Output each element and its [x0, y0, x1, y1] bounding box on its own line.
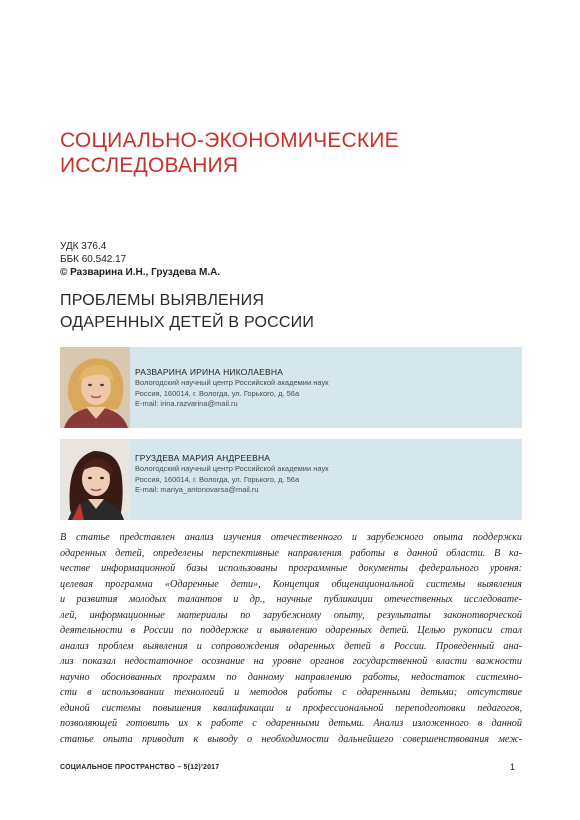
abstract-line: одаренных детей, определены перспективные направления работы в данной области. В ка-	[60, 547, 522, 559]
udk-code: УДК 376.4	[60, 241, 107, 252]
author-info	[135, 453, 515, 496]
author-name: ГРУЗДЕВА МАРИЯ АНДРЕЕВНА	[135, 453, 271, 463]
article-title	[60, 290, 500, 334]
author-organization: Вологодский научный центр Российской академии наук	[135, 464, 329, 473]
journal-footer: СОЦИАЛЬНОЕ ПРОСТРАНСТВО – 5(12)’2017	[60, 764, 220, 771]
section-title-line-1: СОЦИАЛЬНО-ЭКОНОМИЧЕСКИЕ	[60, 129, 399, 152]
section-title-line-2: ИССЛЕДОВАНИЯ	[60, 154, 239, 177]
abstract-line: позволяющей готовить их к работе с одаренными детьми. Анализ изложенного в данной	[60, 718, 522, 729]
abstract-line: лиз показал недостаточное осознание на уровне органов государственной власти важности	[60, 656, 522, 667]
abstract-line: анализ проблем выявления и сопровождения одаренных детей в России. Проведенный ана-	[60, 640, 522, 652]
abstract-line: статье опыта приводит к выводу о необходимости дальнейшего совершенствования меж-	[60, 733, 522, 745]
page-number: 1	[510, 762, 516, 772]
author-card-razvarina	[60, 347, 522, 428]
abstract-line: В статье представлен анализ изучения отечественного и зарубежного опыта поддержки	[60, 532, 522, 543]
author-photo	[60, 347, 130, 428]
author-address: Россия, 160014, г. Вологда, ул. Горького, д. 56а	[135, 474, 300, 484]
author-name: РАЗВАРИНА ИРИНА НИКОЛАЕВНА	[135, 367, 284, 377]
abstract-line: сти в использовании технологий и методов работы с одаренными детьми; отсутствие	[60, 687, 522, 698]
bbk-code: ББК 60.542.17	[60, 254, 127, 265]
author-email[interactable]: E-mail: mariya_antonovarsa@mail.ru	[135, 485, 259, 494]
author-organization: Вологодский научный центр Российской академии наук	[135, 378, 329, 387]
author-card-gruzdeva	[60, 439, 522, 520]
author-portrait-icon	[60, 347, 130, 428]
classification-block	[60, 240, 220, 279]
article-title-line-1: ПРОБЛЕМЫ ВЫЯВЛЕНИЯ	[60, 292, 265, 309]
abstract-line: единой системы повышения квалификации и профессиональной переподготовки педагогов,	[60, 702, 522, 714]
abstract-line: лей, информационные материалы по зарубежному опыту, результаты законотворческой	[60, 609, 522, 621]
abstract-line: целевая программа «Одаренные дети», Концепция общенациональной системы выявления	[60, 578, 522, 590]
abstract	[60, 530, 522, 747]
section-title	[60, 128, 500, 178]
author-info	[135, 367, 515, 410]
article-title-line-2: ОДАРЕННЫХ ДЕТЕЙ В РОССИИ	[60, 314, 315, 331]
abstract-line: деятельности в России по поддержке и выявлению одаренных детей. Целью рукописи стал	[60, 625, 522, 636]
copyright-line: © Разварина И.Н., Груздева М.А.	[60, 267, 221, 278]
author-portrait-icon	[60, 439, 130, 520]
author-photo	[60, 439, 130, 520]
abstract-line: и развития молодых талантов и др., научные публикации отечественных исследовате-	[60, 594, 522, 605]
author-email[interactable]: E-mail: irina.razvarina@mail.ru	[135, 399, 238, 408]
author-address: Россия, 160014, г. Вологда, ул. Горького, д. 56а	[135, 388, 300, 398]
abstract-line: честве информационной базы использованы программные документы федерального уровня:	[60, 563, 522, 574]
abstract-line: научно обоснованных программ по данному направлению работы, недостаток системно-	[60, 671, 522, 683]
